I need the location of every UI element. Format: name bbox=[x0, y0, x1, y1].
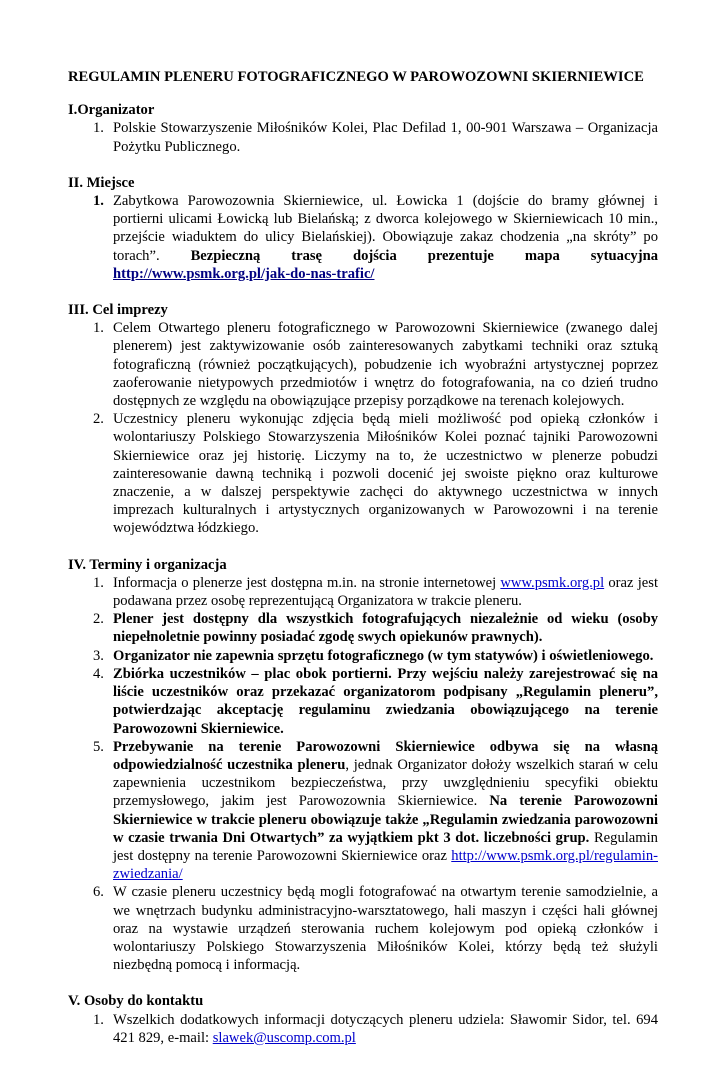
text: Regulamin jest dostępny na terenie Parowozowni Skierniewice oraz bbox=[113, 829, 658, 864]
list-number: 2. bbox=[93, 411, 104, 428]
document-title: REGULAMIN PLENERU FOTOGRAFICZNEGO W PAROWOZOWNI SKIERNIEWICE bbox=[68, 69, 644, 85]
text: Zabytkowa Parowozownia Skierniewice, ul. Łowicka 1 (dojście do bramy głównej i portierni ulicami Łowicką lub Bielańską; z dworca kolejowego w Skierniewicach 10 min., przejście wiaduktem do ulicy Bielańskiej). Obowiązuje zakaz chodzenia „na skróty” po torach”. bbox=[113, 193, 658, 264]
section-heading: II. Miejsce bbox=[68, 174, 135, 191]
numbered-list bbox=[68, 192, 658, 283]
list-number: 5. bbox=[93, 738, 104, 755]
text: , jednak Organizator dołoży wszelkich starań w celu zapewnienia uczestnikom bezpieczeństwa, przy uwzględnieniu specyfiki obiektu przemysłowego, jakim jest Parowozownia Skierniewice. bbox=[113, 756, 658, 810]
list-item bbox=[68, 738, 658, 884]
section-organizer bbox=[68, 101, 658, 156]
sections-container bbox=[68, 101, 658, 1047]
section-terms bbox=[68, 556, 658, 975]
text: Celem Otwartego pleneru fotograficznego w Parowozowni Skierniewice (zwanego dalej plenerem) jest zaktywizowanie osób zainteresowanych zabytkami techniki oraz sztuką fotograficzną (również początkujących), pobudzenie ich wyobraźni artystycznej poprzez zaoferowanie nietypowych przedmiotów i wnętrz do fotografowania, na co dzień trudno dostępnych ze względu na obowiązujące przepisy porządkowe na terenach kolejowych. bbox=[113, 320, 658, 410]
list-number: 1. bbox=[93, 120, 104, 137]
section-place bbox=[68, 174, 658, 283]
text: Uczestnicy pleneru wykonując zdjęcia będą mieli możliwość pod opieką członków i wolontariuszy Polskiego Stowarzyszenia Miłośników Kolei poznać tajniki Parowozowni Skierniewice oraz jej historię. Liczymy na to, że uczestnictwo w plenerze pobudzi zainteresowanie dawną techniką i pozwoli docenić jej swoiste piękno oraz kulturowe znaczenie, a w dalszej perspektywie zachęci do aktywnego uczestnictwa w innych imprezach kulturalnych i artystycznych organizowanych w Parowozowni i na terenie województwa łódzkiego. bbox=[113, 411, 658, 537]
section-heading: III. Cel imprezy bbox=[68, 302, 168, 319]
link[interactable]: slawek@uscomp.com.pl bbox=[212, 1029, 356, 1046]
section-heading: V. Osoby do kontaktu bbox=[68, 993, 204, 1010]
bold-text: Przebywanie na terenie Parowozowni Skierniewice odbywa się na własną odpowiedzialność uczestnika pleneru bbox=[113, 738, 658, 773]
list-item bbox=[68, 610, 658, 646]
section-purpose bbox=[68, 301, 658, 538]
bold-text: Zbiórka uczestników – plac obok portierni. Przy wejściu należy zarejestrować się na liście uczestników oraz przekazać organizatorom podpisany „Regulamin pleneru”, potwierdzając akceptację regulaminu zwiedzania obowiązującego na terenie Parowozowni Skierniewice. bbox=[113, 665, 658, 737]
list-item bbox=[68, 665, 658, 738]
section-contact bbox=[68, 992, 658, 1047]
text: oraz jest podawana przez osobę reprezentującą Organizatora w trakcie pleneru. bbox=[113, 574, 658, 610]
list-item bbox=[68, 410, 658, 537]
section-heading: IV. Terminy i organizacja bbox=[68, 556, 227, 573]
text: Informacja o plenerze jest dostępna m.in. na stronie internetowej bbox=[113, 574, 501, 591]
bold-text: Plener jest dostępny dla wszystkich fotografujących niezależnie od wieku (osoby niepełnoletnie powinny posiadać zgodę swych opiekunów prawnych). bbox=[113, 611, 658, 646]
numbered-list bbox=[68, 1011, 658, 1047]
list-item bbox=[68, 647, 658, 665]
list-number: 1. bbox=[93, 193, 104, 210]
bold-text: Organizator nie zapewnia sprzętu fotograficznego (w tym statywów) i oświetleniowego. bbox=[113, 647, 654, 664]
list-number: 2. bbox=[93, 611, 104, 628]
list-number: 4. bbox=[93, 665, 104, 682]
list-item bbox=[68, 119, 658, 155]
list-item bbox=[68, 574, 658, 610]
list-number: 6. bbox=[93, 884, 104, 901]
list-item bbox=[68, 1011, 658, 1047]
list-item bbox=[68, 192, 658, 283]
document-page bbox=[68, 68, 658, 1065]
text: Polskie Stowarzyszenie Miłośników Kolei, Plac Defilad 1, 00-901 Warszawa – Organizacja Pożytku Publicznego. bbox=[113, 120, 658, 155]
link[interactable]: www.psmk.org.pl bbox=[500, 574, 605, 591]
list-number: 1. bbox=[93, 320, 104, 337]
list-item bbox=[68, 883, 658, 974]
numbered-list bbox=[68, 319, 658, 537]
link[interactable]: http://www.psmk.org.pl/jak-do-nas-trafic/ bbox=[113, 265, 375, 282]
list-item bbox=[68, 319, 658, 410]
list-number: 1. bbox=[93, 1011, 104, 1028]
text: W czasie pleneru uczestnicy będą mogli fotografować na otwartym terenie samodzielnie, a we wnętrzach budynku administracyjno-warsztatowego, hali maszyn i części hali głównej oraz na wystawie urządzeń sterowania ruchem kolejowym pod opieką członków i wolontariuszy Polskiego Stowarzyszenia Miłośników Kolei, którzy będą też służyli niezbędną pomocą i informacją. bbox=[113, 884, 658, 974]
list-number: 3. bbox=[93, 647, 104, 664]
numbered-list bbox=[68, 119, 658, 155]
link[interactable]: http://www.psmk.org.pl/regulamin-zwiedzania/ bbox=[113, 847, 658, 883]
list-number: 1. bbox=[93, 574, 104, 591]
bold-text: Bezpieczną trasę dojścia prezentuje mapa sytuacyjna bbox=[190, 247, 658, 264]
numbered-list bbox=[68, 574, 658, 974]
section-heading: I.Organizator bbox=[68, 102, 155, 119]
bold-text: Na terenie Parowozowni Skierniewice w trakcie pleneru obowiązuje także „Regulamin zwiedzania parowozowni w czasie trwania Dni Otwartych” za wyjątkiem pkt 3 dot. liczebności grup. bbox=[113, 793, 658, 846]
text: Wszelkich dodatkowych informacji dotyczących pleneru udziela: Sławomir Sidor, tel. 694 421 829, e-mail: bbox=[113, 1011, 658, 1046]
